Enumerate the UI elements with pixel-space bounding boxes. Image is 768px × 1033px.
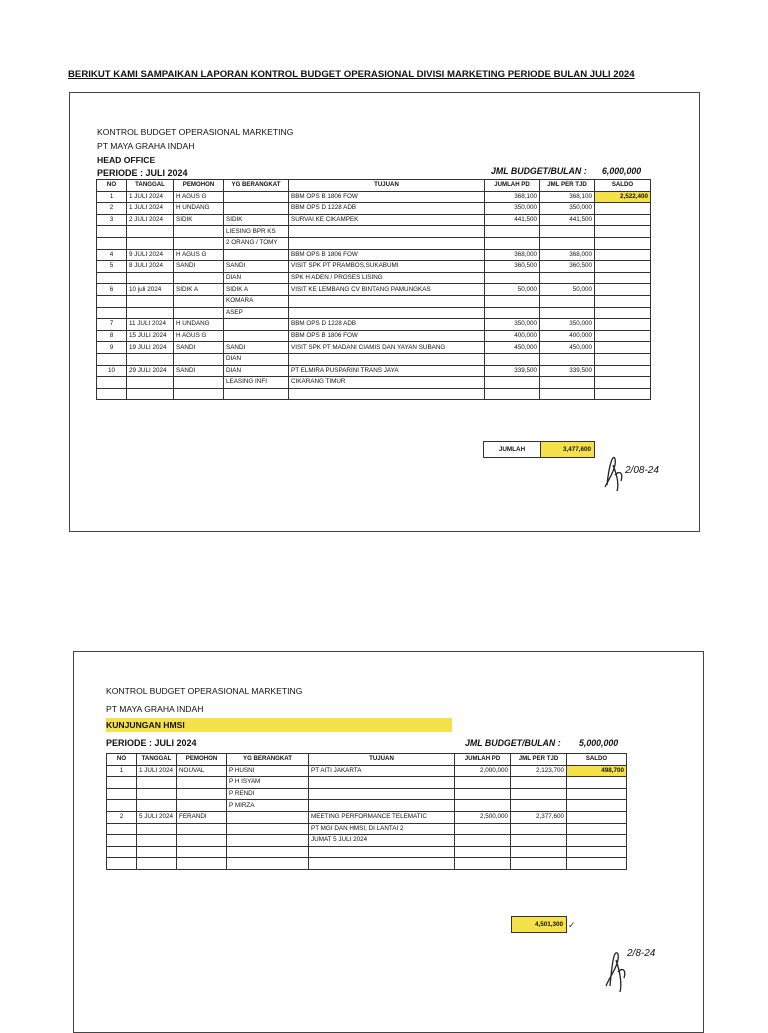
cell-pemohon: SIDIK A xyxy=(174,284,224,296)
office-name: KUNJUNGAN HMSI xyxy=(106,718,452,732)
table-row xyxy=(97,226,651,238)
company-name: PT MAYA GRAHA INDAH xyxy=(97,141,195,151)
table-row xyxy=(97,295,651,307)
cell-pemohon xyxy=(174,353,224,365)
cell-tujuan xyxy=(289,295,485,307)
cell-jml-per-tjd xyxy=(540,237,595,249)
cell-jml-per-tjd: 350,000 xyxy=(540,203,595,215)
table-row xyxy=(97,388,651,400)
cell-jml-per-tjd xyxy=(511,777,567,789)
cell-no: 4 xyxy=(97,249,127,261)
cell-tujuan xyxy=(309,858,455,870)
cell-saldo xyxy=(595,249,651,261)
cell-saldo xyxy=(595,365,651,377)
cell-saldo: 498,700 xyxy=(567,765,627,777)
cell-jml-per-tjd: 50,000 xyxy=(540,284,595,296)
report-title: KONTROL BUDGET OPERASIONAL MARKETING xyxy=(97,127,294,137)
cell-tanggal: 8 JULI 2024 xyxy=(127,261,174,273)
cell-pemohon xyxy=(174,237,224,249)
cell-no xyxy=(97,237,127,249)
cell-saldo xyxy=(567,811,627,823)
table-row xyxy=(107,800,627,812)
cell-tujuan: SPK H ADEN / PROSES LISING xyxy=(289,272,485,284)
cell-pemohon xyxy=(177,800,227,812)
cell-tujuan: BBM OPS B 1806 FOW xyxy=(289,191,485,203)
column-header-tanggal: TANGGAL xyxy=(137,754,177,766)
cell-yg-berangkat xyxy=(224,319,289,331)
cell-no xyxy=(107,823,137,835)
cell-jumlah-pd: 2,000,000 xyxy=(455,765,511,777)
cell-tanggal xyxy=(127,377,174,389)
cell-no: 9 xyxy=(97,342,127,354)
column-header-jumlah-pd: JUMLAH PD xyxy=(455,754,511,766)
cell-jml-per-tjd xyxy=(540,307,595,319)
cell-jml-per-tjd xyxy=(511,823,567,835)
cell-yg-berangkat xyxy=(224,388,289,400)
cell-saldo xyxy=(595,226,651,238)
cell-tanggal xyxy=(137,777,177,789)
cell-yg-berangkat: LEASING INFI xyxy=(224,377,289,389)
cell-yg-berangkat xyxy=(224,249,289,261)
cell-jumlah-pd xyxy=(485,295,540,307)
cell-no xyxy=(97,377,127,389)
cell-yg-berangkat: DIAN xyxy=(224,365,289,377)
budget-table xyxy=(96,179,651,400)
period: PERIODE : JULI 2024 xyxy=(97,168,188,178)
cell-jumlah-pd: 441,500 xyxy=(485,214,540,226)
signature-icon xyxy=(594,936,674,996)
cell-yg-berangkat: P HUSNI xyxy=(227,765,309,777)
cell-no: 8 xyxy=(97,330,127,342)
budget-label: JML BUDGET/BULAN : xyxy=(491,166,587,176)
table-row xyxy=(107,788,627,800)
table-row xyxy=(107,823,627,835)
cell-saldo xyxy=(595,284,651,296)
column-header-yg-berangkat: YG BERANGKAT xyxy=(224,180,289,192)
cell-jml-per-tjd xyxy=(511,858,567,870)
cell-tanggal xyxy=(137,800,177,812)
cell-pemohon: H AGUS G xyxy=(174,330,224,342)
cell-no: 6 xyxy=(97,284,127,296)
column-header-saldo: SALDO xyxy=(595,180,651,192)
table-row xyxy=(107,846,627,858)
cell-pemohon xyxy=(177,788,227,800)
cell-yg-berangkat xyxy=(227,846,309,858)
cell-jml-per-tjd: 339,500 xyxy=(540,365,595,377)
cell-yg-berangkat: LIESING BPR KS xyxy=(224,226,289,238)
cell-jumlah-pd xyxy=(455,835,511,847)
cell-tujuan: VISIT SPK PT MADANI CIAMIS DAN YAYAN SUBANG xyxy=(289,342,485,354)
cell-tujuan xyxy=(289,226,485,238)
table-row xyxy=(97,237,651,249)
cell-saldo xyxy=(595,353,651,365)
cell-saldo xyxy=(595,319,651,331)
table-row xyxy=(97,365,651,377)
cell-pemohon xyxy=(174,307,224,319)
cell-jumlah-pd: 50,000 xyxy=(485,284,540,296)
cell-jumlah-pd: 400,000 xyxy=(485,330,540,342)
cell-jumlah-pd xyxy=(455,800,511,812)
column-header-jml-per-tjd: JML PER TJD xyxy=(540,180,595,192)
table-row xyxy=(97,377,651,389)
cell-jml-per-tjd xyxy=(540,377,595,389)
cell-yg-berangkat: 2 ORANG / TOMY xyxy=(224,237,289,249)
table-row xyxy=(97,214,651,226)
cell-tujuan: CIKARANG TIMUR xyxy=(289,377,485,389)
cell-pemohon: SIDIK xyxy=(174,214,224,226)
cell-jml-per-tjd xyxy=(511,835,567,847)
cell-jumlah-pd xyxy=(485,237,540,249)
cell-jumlah-pd: 350,000 xyxy=(485,203,540,215)
cell-saldo xyxy=(595,307,651,319)
cell-pemohon: NOUVAL xyxy=(177,765,227,777)
cell-tujuan xyxy=(309,846,455,858)
cell-no xyxy=(107,800,137,812)
column-header-tujuan: TUJUAN xyxy=(309,754,455,766)
cell-tanggal xyxy=(127,307,174,319)
budget-table xyxy=(106,753,627,870)
cell-jml-per-tjd xyxy=(511,800,567,812)
cell-tanggal xyxy=(137,846,177,858)
table-row xyxy=(107,765,627,777)
cell-tujuan: MEETING PERFORMANCE TELEMATIC xyxy=(309,811,455,823)
cell-jumlah-pd xyxy=(455,777,511,789)
cell-yg-berangkat: P MIRZA xyxy=(227,800,309,812)
cell-jml-per-tjd xyxy=(540,388,595,400)
column-header-jumlah-pd: JUMLAH PD xyxy=(485,180,540,192)
table-row xyxy=(97,284,651,296)
cell-no: 7 xyxy=(97,319,127,331)
total-label: JUMLAH xyxy=(484,442,541,458)
cell-pemohon: SANDI xyxy=(174,342,224,354)
cell-saldo xyxy=(595,272,651,284)
cell-jml-per-tjd: 368,000 xyxy=(540,249,595,261)
cell-saldo xyxy=(595,261,651,273)
cell-yg-berangkat xyxy=(227,823,309,835)
cell-yg-berangkat: DIAN xyxy=(224,353,289,365)
cell-no xyxy=(97,307,127,319)
cell-tanggal xyxy=(127,272,174,284)
signature-date: 2/08-24 xyxy=(625,465,659,476)
cell-jumlah-pd: 360,500 xyxy=(485,261,540,273)
cell-tujuan xyxy=(309,800,455,812)
cell-tujuan: PT MGI DAN HMSI, DI LANTAI 2 xyxy=(309,823,455,835)
column-header-no: NO xyxy=(107,754,137,766)
table-row xyxy=(107,811,627,823)
cell-jml-per-tjd: 360,500 xyxy=(540,261,595,273)
cell-yg-berangkat xyxy=(224,191,289,203)
cell-yg-berangkat: SIDIK xyxy=(224,214,289,226)
cell-tujuan xyxy=(309,788,455,800)
cell-saldo xyxy=(567,846,627,858)
cell-pemohon: SANDI xyxy=(174,261,224,273)
cell-tanggal xyxy=(127,353,174,365)
cell-saldo xyxy=(595,330,651,342)
cell-no: 2 xyxy=(107,811,137,823)
cell-jml-per-tjd: 441,500 xyxy=(540,214,595,226)
cell-no xyxy=(107,846,137,858)
cell-no xyxy=(97,388,127,400)
cell-tujuan xyxy=(289,388,485,400)
cell-tanggal: 5 JULI 2024 xyxy=(137,811,177,823)
cell-saldo xyxy=(567,858,627,870)
cell-tujuan xyxy=(309,777,455,789)
period: PERIODE : JULI 2024 xyxy=(106,738,197,748)
cell-tujuan: PT AITI JAKARTA xyxy=(309,765,455,777)
budget-value: 6,000,000 xyxy=(602,166,642,176)
cell-saldo xyxy=(595,295,651,307)
cell-saldo xyxy=(595,203,651,215)
total-row xyxy=(483,441,595,458)
cell-jumlah-pd xyxy=(485,388,540,400)
cell-jumlah-pd xyxy=(455,823,511,835)
cell-tanggal: 10 juli 2024 xyxy=(127,284,174,296)
cell-jumlah-pd: 339,500 xyxy=(485,365,540,377)
cell-jumlah-pd: 450,000 xyxy=(485,342,540,354)
column-header-tujuan: TUJUAN xyxy=(289,180,485,192)
signature-date: 2/8-24 xyxy=(627,948,656,959)
cell-yg-berangkat: DIAN xyxy=(224,272,289,284)
table-row xyxy=(97,353,651,365)
column-header-saldo: SALDO xyxy=(567,754,627,766)
cell-jml-per-tjd: 2,123,700 xyxy=(511,765,567,777)
cell-saldo xyxy=(595,388,651,400)
page-heading: BERIKUT KAMI SAMPAIKAN LAPORAN KONTROL BUDGET OPERASIONAL DIVISI MARKETING PERIODE BULAN JULI 2024 xyxy=(68,69,635,80)
cell-jumlah-pd xyxy=(455,858,511,870)
cell-jumlah-pd xyxy=(485,226,540,238)
cell-jumlah-pd xyxy=(455,846,511,858)
cell-saldo xyxy=(595,342,651,354)
cell-pemohon: SANDI xyxy=(174,365,224,377)
cell-yg-berangkat xyxy=(227,858,309,870)
cell-yg-berangkat: KOMARA xyxy=(224,295,289,307)
cell-saldo xyxy=(595,377,651,389)
cell-saldo xyxy=(567,800,627,812)
cell-yg-berangkat: SANDI xyxy=(224,261,289,273)
total-row xyxy=(511,916,567,933)
cell-jml-per-tjd xyxy=(540,295,595,307)
cell-tanggal xyxy=(137,788,177,800)
cell-tanggal xyxy=(137,823,177,835)
table-row xyxy=(97,203,651,215)
cell-tanggal xyxy=(127,237,174,249)
cell-tanggal: 9 JULI 2024 xyxy=(127,249,174,261)
cell-saldo xyxy=(595,214,651,226)
cell-tujuan: BBM OPS B 1806 FOW xyxy=(289,249,485,261)
cell-jumlah-pd: 2,500,000 xyxy=(455,811,511,823)
cell-yg-berangkat xyxy=(224,203,289,215)
cell-no xyxy=(107,777,137,789)
cell-tanggal xyxy=(127,295,174,307)
cell-jml-per-tjd: 350,000 xyxy=(540,319,595,331)
cell-saldo: 2,522,400 xyxy=(595,191,651,203)
cell-no: 3 xyxy=(97,214,127,226)
cell-pemohon: H UNDANG xyxy=(174,319,224,331)
table-row xyxy=(97,342,651,354)
cell-jumlah-pd: 350,000 xyxy=(485,319,540,331)
cell-pemohon xyxy=(177,777,227,789)
cell-jumlah-pd xyxy=(485,377,540,389)
report-title: KONTROL BUDGET OPERASIONAL MARKETING xyxy=(106,686,303,696)
cell-jumlah-pd xyxy=(485,307,540,319)
column-header-no: NO xyxy=(97,180,127,192)
cell-tujuan: VISIT KE LEMBANG CV BINTANG PAMUNGKAS xyxy=(289,284,485,296)
cell-pemohon: FERANDI xyxy=(177,811,227,823)
cell-jumlah-pd xyxy=(455,788,511,800)
cell-tanggal: 1 JULI 2024 xyxy=(137,765,177,777)
cell-tanggal xyxy=(137,858,177,870)
cell-pemohon xyxy=(174,377,224,389)
cell-yg-berangkat: ASEP xyxy=(224,307,289,319)
cell-no xyxy=(97,226,127,238)
cell-tujuan: SURVAI KE CIKAMPEK xyxy=(289,214,485,226)
cell-jml-per-tjd xyxy=(540,272,595,284)
cell-pemohon: H AGUS G xyxy=(174,191,224,203)
cell-pemohon: H UNDANG xyxy=(174,203,224,215)
cell-jml-per-tjd xyxy=(540,226,595,238)
cell-saldo xyxy=(595,237,651,249)
cell-tanggal: 1 JULI 2024 xyxy=(127,191,174,203)
table-row xyxy=(97,330,651,342)
cell-no: 2 xyxy=(97,203,127,215)
cell-no xyxy=(107,835,137,847)
cell-jml-per-tjd xyxy=(511,788,567,800)
table-row xyxy=(97,307,651,319)
cell-no: 1 xyxy=(107,765,137,777)
cell-pemohon: H AGUS G xyxy=(174,249,224,261)
cell-saldo xyxy=(567,777,627,789)
cell-yg-berangkat xyxy=(227,835,309,847)
cell-yg-berangkat: P H ISYAM xyxy=(227,777,309,789)
cell-no xyxy=(97,272,127,284)
cell-tujuan: BBM OPS B 1806 FOW xyxy=(289,330,485,342)
cell-tanggal: 15 JULI 2024 xyxy=(127,330,174,342)
table-row xyxy=(97,319,651,331)
cell-tanggal: 11 JULI 2024 xyxy=(127,319,174,331)
cell-jml-per-tjd: 450,000 xyxy=(540,342,595,354)
cell-saldo xyxy=(567,823,627,835)
cell-pemohon xyxy=(174,272,224,284)
cell-yg-berangkat xyxy=(227,811,309,823)
cell-pemohon xyxy=(177,858,227,870)
cell-yg-berangkat: SIDIK A xyxy=(224,284,289,296)
budget-value: 5,000,000 xyxy=(579,738,619,748)
total-value: 3,477,600 xyxy=(541,442,595,458)
cell-yg-berangkat xyxy=(224,330,289,342)
report-kunjungan-hmsi xyxy=(73,651,704,1033)
cell-tujuan: BBM OPS D 1228 ADB xyxy=(289,203,485,215)
column-header-tanggal: TANGGAL xyxy=(127,180,174,192)
table-row xyxy=(107,835,627,847)
table-row xyxy=(97,261,651,273)
cell-jml-per-tjd xyxy=(540,353,595,365)
cell-pemohon xyxy=(174,388,224,400)
cell-tanggal: 29 JULI 2024 xyxy=(127,365,174,377)
cell-tanggal: 19 JULI 2024 xyxy=(127,342,174,354)
cell-jml-per-tjd: 2,377,600 xyxy=(511,811,567,823)
table-row xyxy=(97,191,651,203)
cell-jml-per-tjd: 368,100 xyxy=(540,191,595,203)
cell-saldo xyxy=(567,788,627,800)
cell-tujuan: PT ELMIRA PUSPARINI TRANS JAYA xyxy=(289,365,485,377)
column-header-yg-berangkat: YG BERANGKAT xyxy=(227,754,309,766)
table-row xyxy=(107,777,627,789)
cell-no: 10 xyxy=(97,365,127,377)
cell-jumlah-pd xyxy=(485,353,540,365)
cell-saldo xyxy=(567,835,627,847)
column-header-jml-per-tjd: JML PER TJD xyxy=(511,754,567,766)
table-row xyxy=(97,249,651,261)
cell-tanggal xyxy=(137,835,177,847)
cell-pemohon xyxy=(177,823,227,835)
budget-label: JML BUDGET/BULAN : xyxy=(465,738,561,748)
cell-jml-per-tjd xyxy=(511,846,567,858)
cell-no xyxy=(107,788,137,800)
cell-pemohon xyxy=(177,846,227,858)
cell-no: 1 xyxy=(97,191,127,203)
table-row xyxy=(97,272,651,284)
cell-no xyxy=(107,858,137,870)
cell-no: 5 xyxy=(97,261,127,273)
office-name: HEAD OFFICE xyxy=(97,155,156,165)
report-head-office xyxy=(69,92,700,532)
cell-yg-berangkat: SANDI xyxy=(224,342,289,354)
cell-no xyxy=(97,295,127,307)
column-header-pemohon: PEMOHON xyxy=(174,180,224,192)
cell-tujuan: JUMAT 5 JULI 2024 xyxy=(309,835,455,847)
cell-jumlah-pd: 368,100 xyxy=(485,191,540,203)
cell-jumlah-pd: 368,000 xyxy=(485,249,540,261)
cell-pemohon xyxy=(174,295,224,307)
cell-pemohon xyxy=(177,835,227,847)
total-value: 4,501,300 xyxy=(512,917,567,933)
cell-tanggal: 2 JULI 2024 xyxy=(127,214,174,226)
cell-tujuan xyxy=(289,237,485,249)
cell-tujuan: VISIT SPK PT PRAMBOS,SUKABUMI xyxy=(289,261,485,273)
cell-tujuan: BBM OPS D 1228 ADB xyxy=(289,319,485,331)
table-row xyxy=(107,858,627,870)
cell-jumlah-pd xyxy=(485,272,540,284)
cell-tanggal: 1 JULI 2024 xyxy=(127,203,174,215)
column-header-pemohon: PEMOHON xyxy=(177,754,227,766)
cell-tujuan xyxy=(289,353,485,365)
cell-no xyxy=(97,353,127,365)
cell-tujuan xyxy=(289,307,485,319)
company-name: PT MAYA GRAHA INDAH xyxy=(106,704,204,714)
cell-yg-berangkat: P RENDI xyxy=(227,788,309,800)
checkmark-icon: ✓ xyxy=(568,920,576,930)
cell-pemohon xyxy=(174,226,224,238)
cell-tanggal xyxy=(127,388,174,400)
cell-jml-per-tjd: 400,000 xyxy=(540,330,595,342)
cell-tanggal xyxy=(127,226,174,238)
